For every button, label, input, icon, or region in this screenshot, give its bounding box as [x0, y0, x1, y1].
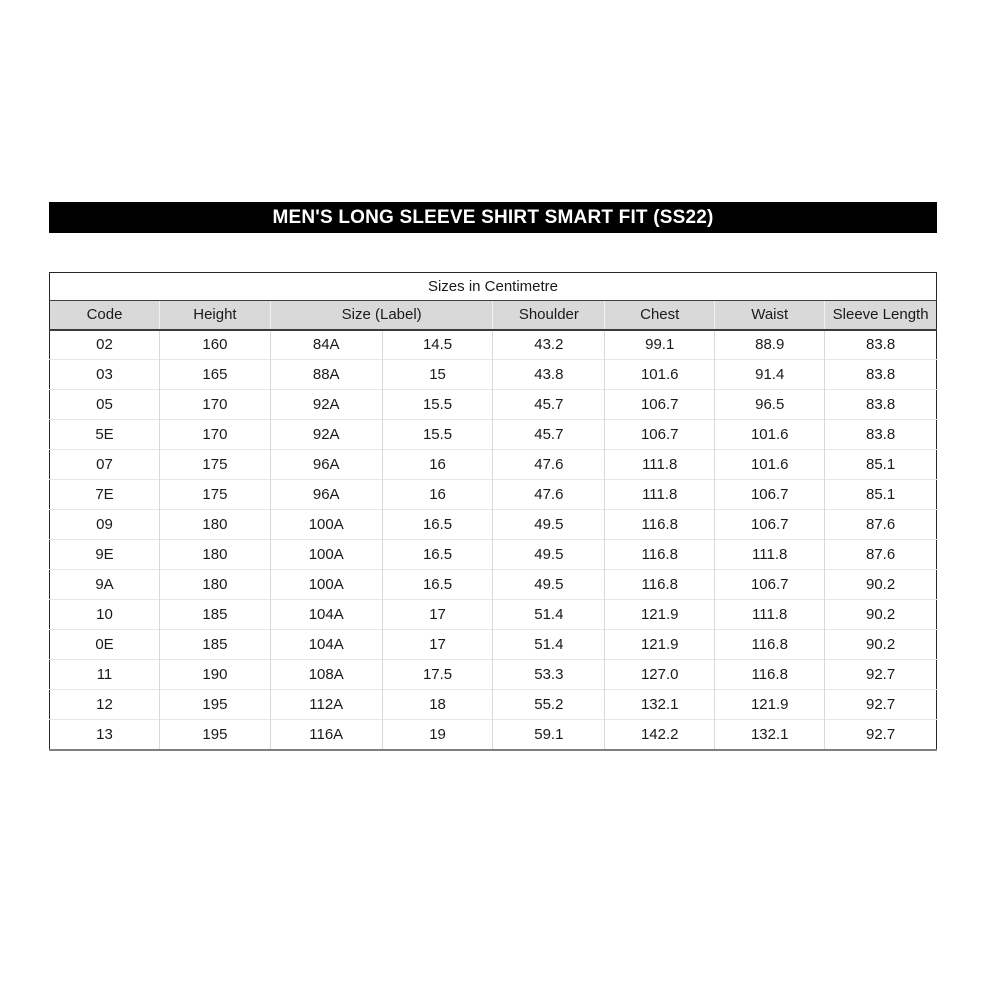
table-cell: 195: [159, 720, 270, 750]
table-row: [50, 510, 937, 540]
table-cell: 116.8: [715, 660, 825, 690]
table-cell: 112A: [270, 690, 382, 720]
table-cell: 92A: [270, 390, 382, 420]
table-cell: 85.1: [825, 450, 937, 480]
table-cell: 116.8: [605, 570, 715, 600]
table-cell: 101.6: [715, 450, 825, 480]
table-cell: 111.8: [715, 540, 825, 570]
table-cell: 99.1: [605, 330, 715, 360]
table-row: [50, 330, 937, 360]
table-row: [50, 570, 937, 600]
table-cell: 17: [382, 630, 493, 660]
table-cell: 19: [382, 720, 493, 750]
table-cell: 88.9: [715, 330, 825, 360]
table-cell: 17.5: [382, 660, 493, 690]
table-cell: 160: [159, 330, 270, 360]
table-cell: 11: [50, 660, 160, 690]
table-cell: 96A: [270, 480, 382, 510]
table-cell: 15.5: [382, 420, 493, 450]
table-cell: 02: [50, 330, 160, 360]
size-chart-table: [49, 272, 937, 751]
table-cell: 90.2: [825, 600, 937, 630]
table-cell: 9A: [50, 570, 160, 600]
table-cell: 180: [159, 540, 270, 570]
table-cell: 18: [382, 690, 493, 720]
table-cell: 83.8: [825, 360, 937, 390]
column-header: Shoulder: [493, 301, 605, 330]
table-cell: 83.8: [825, 420, 937, 450]
table-cell: 45.7: [493, 390, 605, 420]
table-cell: 106.7: [715, 480, 825, 510]
table-cell: 104A: [270, 630, 382, 660]
table-cell: 45.7: [493, 420, 605, 450]
table-cell: 101.6: [605, 360, 715, 390]
table-row: [50, 540, 937, 570]
table-cell: 5E: [50, 420, 160, 450]
table-cell: 185: [159, 630, 270, 660]
table-row: [50, 630, 937, 660]
table-cell: 91.4: [715, 360, 825, 390]
table-cell: 180: [159, 570, 270, 600]
table-cell: 108A: [270, 660, 382, 690]
table-cell: 14.5: [382, 330, 493, 360]
table-cell: 180: [159, 510, 270, 540]
table-cell: 165: [159, 360, 270, 390]
table-row: [50, 390, 937, 420]
table-cell: 47.6: [493, 450, 605, 480]
table-row: [50, 660, 937, 690]
table-cell: 10: [50, 600, 160, 630]
table-row: [50, 600, 937, 630]
table-cell: 16: [382, 480, 493, 510]
table-subtitle: Sizes in Centimetre: [50, 273, 937, 301]
table-row: [50, 720, 937, 750]
table-cell: 13: [50, 720, 160, 750]
table-cell: 83.8: [825, 390, 937, 420]
table-cell: 116.8: [605, 510, 715, 540]
table-cell: 85.1: [825, 480, 937, 510]
table-row: [50, 360, 937, 390]
table-cell: 16.5: [382, 540, 493, 570]
table-cell: 49.5: [493, 570, 605, 600]
table-cell: 195: [159, 690, 270, 720]
table-cell: 121.9: [605, 630, 715, 660]
table-cell: 142.2: [605, 720, 715, 750]
table-cell: 106.7: [715, 570, 825, 600]
table-cell: 84A: [270, 330, 382, 360]
table-cell: 12: [50, 690, 160, 720]
column-header: Chest: [605, 301, 715, 330]
table-cell: 121.9: [715, 690, 825, 720]
table-cell: 111.8: [605, 450, 715, 480]
table-cell: 92.7: [825, 720, 937, 750]
table-cell: 132.1: [605, 690, 715, 720]
column-header: Height: [159, 301, 270, 330]
table-subtitle-row: [50, 273, 937, 301]
table-cell: 96A: [270, 450, 382, 480]
table-cell: 170: [159, 390, 270, 420]
table-row: [50, 690, 937, 720]
table-cell: 92.7: [825, 690, 937, 720]
table-cell: 88A: [270, 360, 382, 390]
table-cell: 49.5: [493, 510, 605, 540]
column-header: Code: [50, 301, 160, 330]
page-title: MEN'S LONG SLEEVE SHIRT SMART FIT (SS22): [272, 206, 714, 228]
table-cell: 121.9: [605, 600, 715, 630]
table-cell: 7E: [50, 480, 160, 510]
table-cell: 03: [50, 360, 160, 390]
title-banner: [49, 202, 937, 233]
table-cell: 59.1: [493, 720, 605, 750]
table-cell: 05: [50, 390, 160, 420]
table-cell: 9E: [50, 540, 160, 570]
table-row: [50, 420, 937, 450]
table-cell: 87.6: [825, 510, 937, 540]
table-cell: 127.0: [605, 660, 715, 690]
table-cell: 106.7: [605, 390, 715, 420]
table-cell: 175: [159, 450, 270, 480]
column-header: Sleeve Length: [825, 301, 937, 330]
table-cell: 111.8: [605, 480, 715, 510]
table-cell: 175: [159, 480, 270, 510]
table-cell: 83.8: [825, 330, 937, 360]
table-cell: 16.5: [382, 510, 493, 540]
table-cell: 55.2: [493, 690, 605, 720]
table-cell: 07: [50, 450, 160, 480]
size-chart: [49, 272, 937, 751]
table-cell: 96.5: [715, 390, 825, 420]
table-cell: 0E: [50, 630, 160, 660]
table-cell: 185: [159, 600, 270, 630]
table-cell: 53.3: [493, 660, 605, 690]
table-cell: 106.7: [605, 420, 715, 450]
table-cell: 15.5: [382, 390, 493, 420]
table-cell: 100A: [270, 510, 382, 540]
table-cell: 116A: [270, 720, 382, 750]
table-cell: 87.6: [825, 540, 937, 570]
table-cell: 47.6: [493, 480, 605, 510]
table-cell: 09: [50, 510, 160, 540]
table-cell: 106.7: [715, 510, 825, 540]
table-cell: 104A: [270, 600, 382, 630]
table-cell: 100A: [270, 570, 382, 600]
table-cell: 190: [159, 660, 270, 690]
table-cell: 43.8: [493, 360, 605, 390]
table-cell: 16: [382, 450, 493, 480]
table-cell: 17: [382, 600, 493, 630]
table-cell: 92A: [270, 420, 382, 450]
table-header-row: [50, 301, 937, 330]
table-row: [50, 480, 937, 510]
table-cell: 51.4: [493, 630, 605, 660]
table-cell: 15: [382, 360, 493, 390]
table-cell: 16.5: [382, 570, 493, 600]
table-cell: 116.8: [605, 540, 715, 570]
table-cell: 170: [159, 420, 270, 450]
table-row: [50, 450, 937, 480]
table-cell: 100A: [270, 540, 382, 570]
table-cell: 90.2: [825, 570, 937, 600]
table-cell: 51.4: [493, 600, 605, 630]
table-cell: 90.2: [825, 630, 937, 660]
table-cell: 43.2: [493, 330, 605, 360]
table-cell: 111.8: [715, 600, 825, 630]
table-cell: 116.8: [715, 630, 825, 660]
table-cell: 132.1: [715, 720, 825, 750]
column-header: Waist: [715, 301, 825, 330]
table-cell: 92.7: [825, 660, 937, 690]
table-cell: 49.5: [493, 540, 605, 570]
table-cell: 101.6: [715, 420, 825, 450]
column-header: Size (Label): [270, 301, 493, 330]
